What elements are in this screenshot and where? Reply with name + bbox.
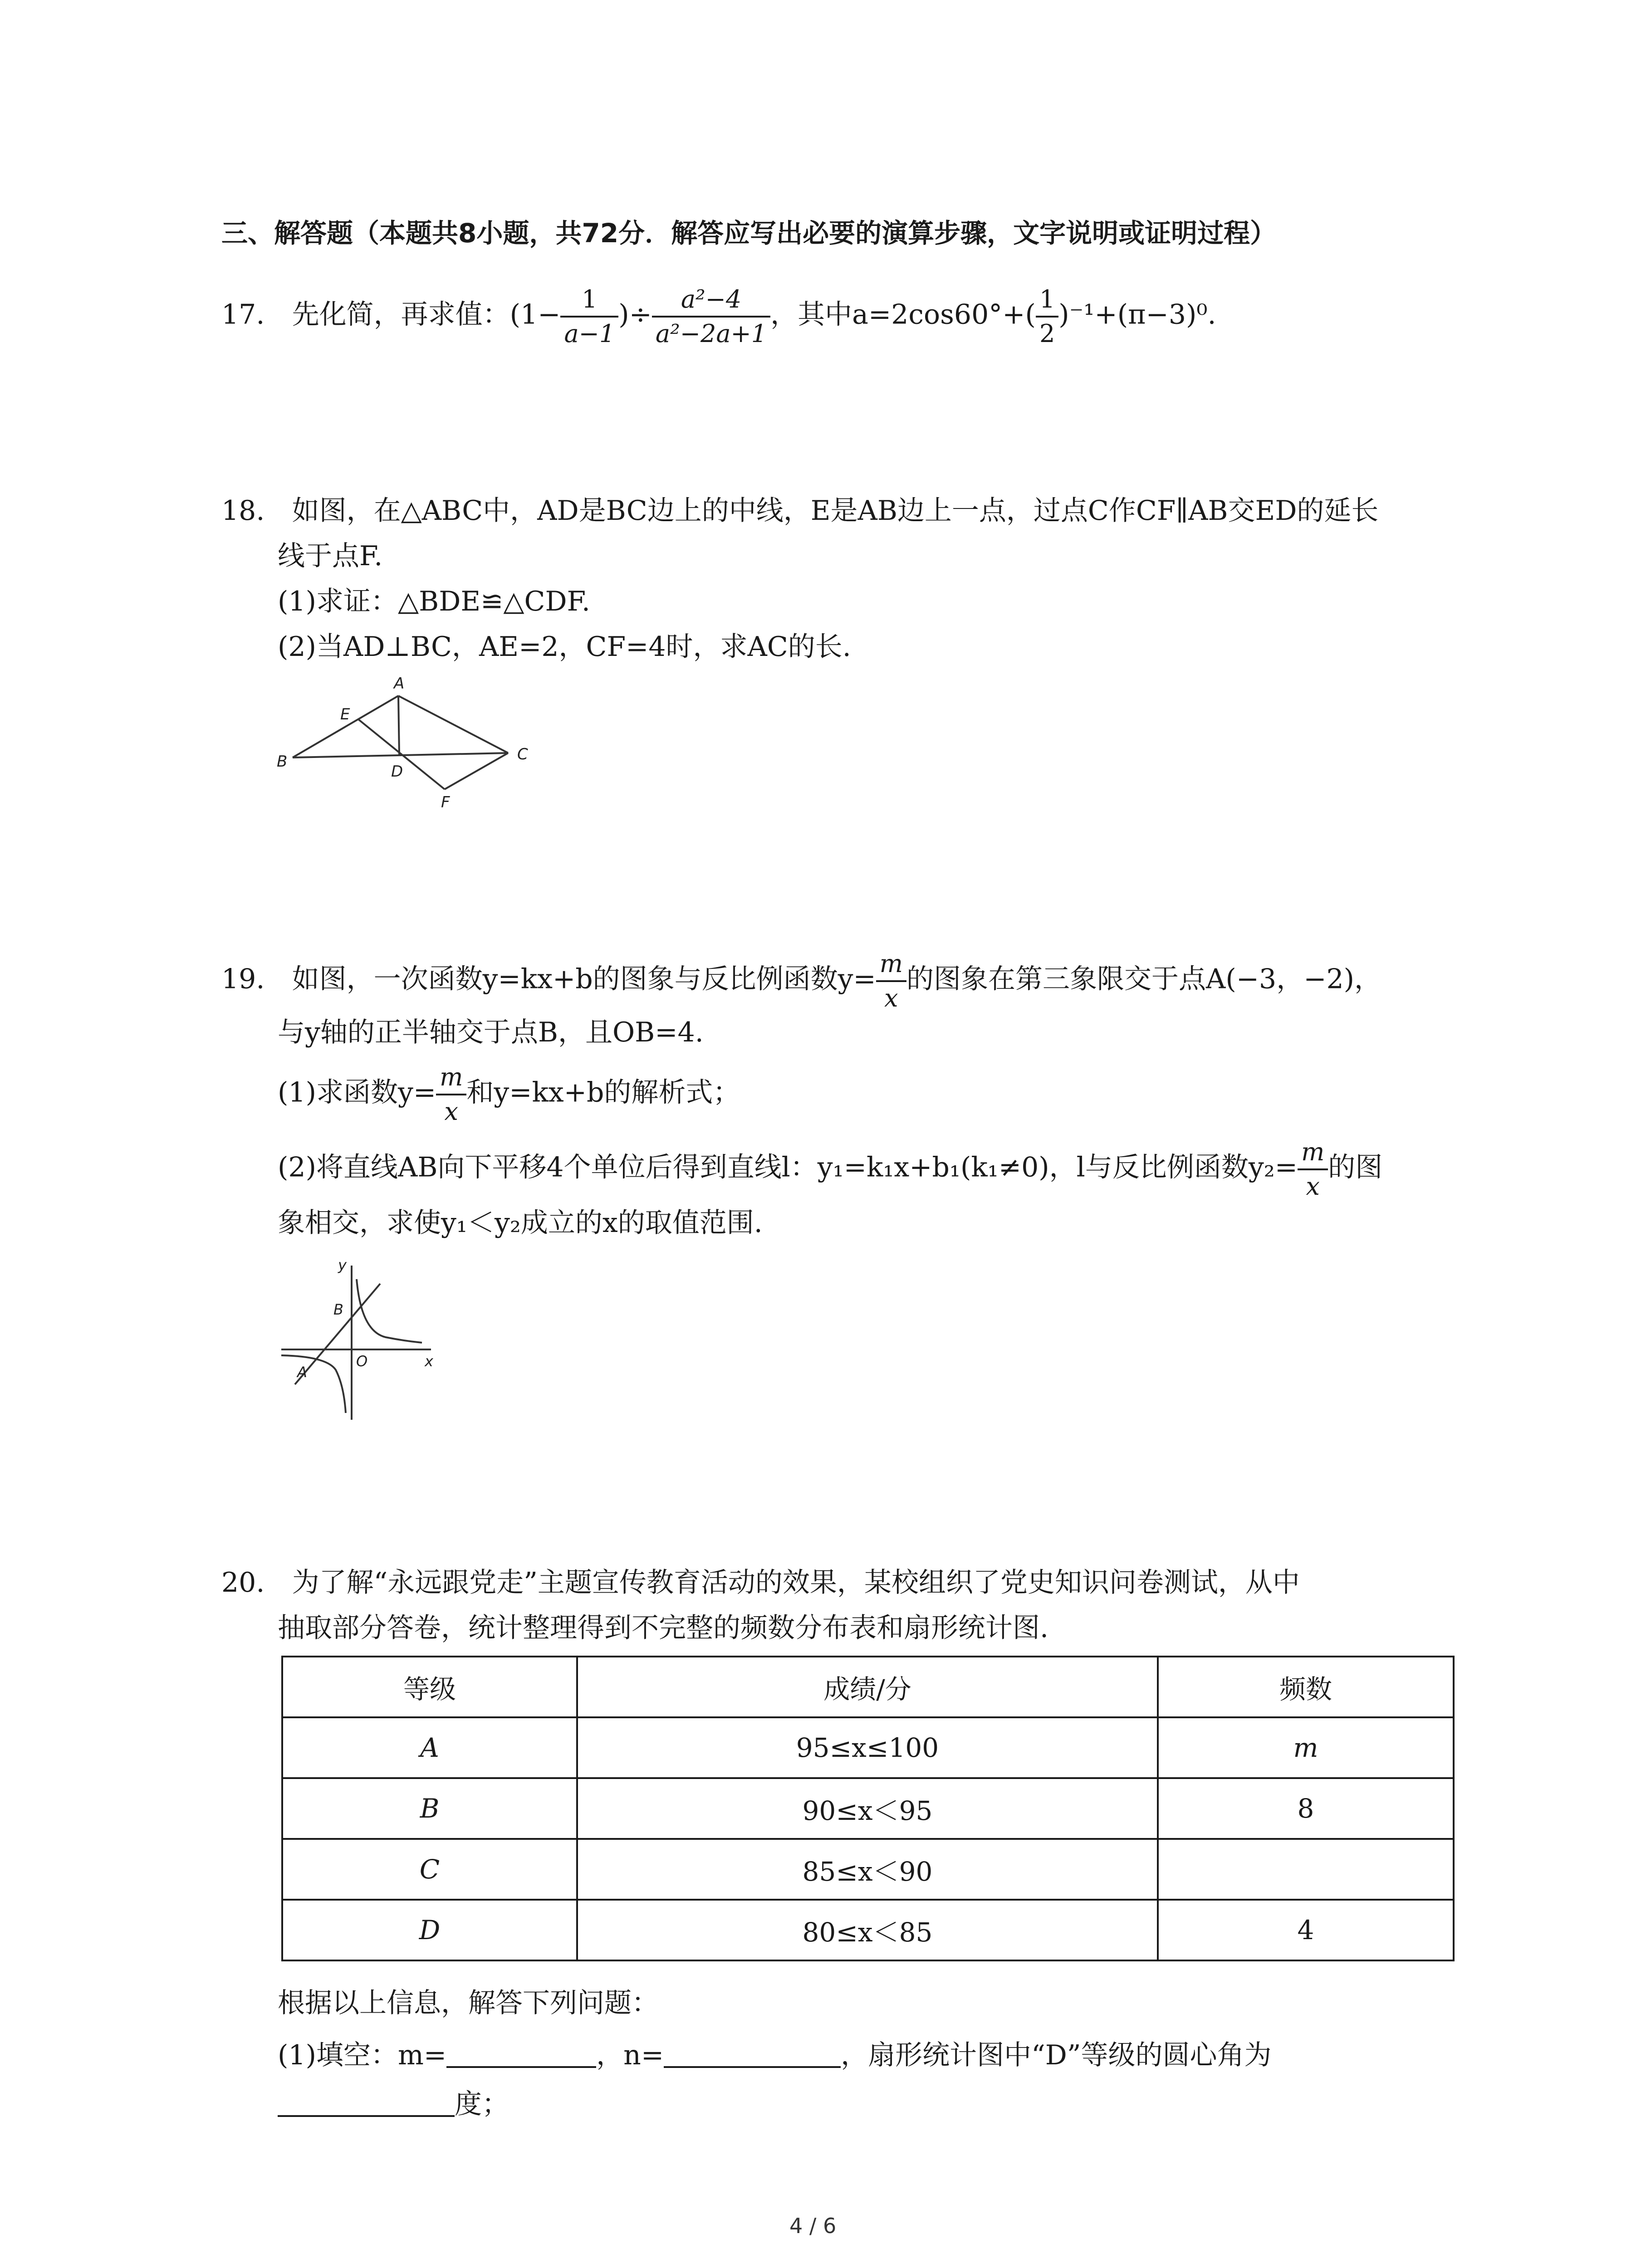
q19-part1-frac-denominator: x <box>444 1097 459 1126</box>
q18-label-e: E <box>340 705 350 723</box>
q19-label-a: A <box>297 1364 307 1381</box>
q20-number: 20. <box>221 1567 265 1598</box>
q17-frac1-numerator: 1 <box>560 286 618 318</box>
q17-frac3-denominator: 2 <box>1039 319 1055 348</box>
q19-part-1 <box>278 1064 740 1125</box>
table-row <box>282 1839 1454 1900</box>
q19-stem-line-1a: 如图，一次函数y=kx+b的图象与反比例函数y= <box>292 963 876 995</box>
q19-line-1 <box>221 950 1381 1012</box>
q17-frac2-denominator: a²−2a+1 <box>655 319 767 348</box>
q17-divide: )÷ <box>618 298 652 331</box>
q20-part-1-line-2 <box>278 2088 509 2121</box>
table-cell-grade: D <box>282 1900 577 1960</box>
q19-part2-a: (2)将直线AB向下平移4个单位后得到直线l：y₁=k₁x+b₁(k₁≠0)，l与反比例函数y₂= <box>278 1151 1298 1183</box>
q20-part1-c: ，扇形统计图中“D”等级的圆心角为 <box>841 2039 1272 2071</box>
q19-graph-figure <box>272 1256 454 1429</box>
table-header-cell: 成绩/分 <box>577 1657 1158 1717</box>
q19-part1-a: (1)求函数y= <box>278 1076 436 1109</box>
q19-stem-line-1b: 的图象在第三象限交于点A(−3，−2)， <box>906 963 1382 995</box>
q18-label-a: A <box>394 676 405 693</box>
q18-side-ac <box>398 696 508 753</box>
q19-number: 19. <box>221 963 265 995</box>
q18-line-1 <box>221 494 1378 527</box>
q20-part-1 <box>278 2039 1272 2072</box>
answer-blank-m[interactable] <box>446 2039 596 2068</box>
table-cell-frequency: 4 <box>1158 1900 1454 1960</box>
table-cell-score: 95≤x≤100 <box>577 1717 1158 1778</box>
q19-part2-frac-denominator: x <box>1306 1172 1320 1201</box>
q18-number: 18. <box>221 495 265 527</box>
q17-number: 17. <box>221 298 265 331</box>
q18-line-cf <box>445 753 508 789</box>
q18-label-c: C <box>517 745 528 763</box>
section-header: 三、解答题（本题共8小题，共72分．解答应写出必要的演算步骤，文字说明或证明过程） <box>221 218 1277 249</box>
q19-label-y: y <box>338 1256 347 1274</box>
table-row <box>282 1717 1454 1778</box>
table-cell-frequency <box>1158 1839 1454 1900</box>
answer-blank-angle[interactable] <box>278 2088 455 2117</box>
q19-stem-line-2: 与y轴的正半轴交于点B，且OB=4. <box>278 1017 704 1048</box>
q19-frac-numerator: m <box>876 950 906 982</box>
q19-part1-frac-numerator: m <box>436 1064 466 1095</box>
q20-part1-b: ，n= <box>596 2039 664 2071</box>
q17-prefix: 先化简，再求值：(1− <box>292 298 561 331</box>
table-cell-grade: B <box>282 1778 577 1839</box>
q19-part2-c: 象相交，求使y₁＜y₂成立的x的取值范围. <box>278 1207 763 1239</box>
page-number: 4 / 6 <box>789 2214 837 2238</box>
q19-part1-b: 和y=kx+b的解析式； <box>466 1076 740 1109</box>
q20-frequency-table <box>281 1656 1455 1961</box>
q18-part-1: (1)求证：△BDE≌△CDF. <box>278 586 590 617</box>
question-17 <box>221 286 1216 347</box>
q17-condition: ，其中a=2cos60°+( <box>770 298 1036 331</box>
q18-stem-line-1: 如图，在△ABC中，AD是BC边上的中线，E是AB边上一点，过点C作CF∥AB交ED的延长 <box>292 495 1379 527</box>
q18-label-b: B <box>277 753 288 771</box>
q20-stem-line-2: 抽取部分答卷，统计整理得到不完整的频数分布表和扇形统计图. <box>278 1612 1049 1644</box>
q20-after-table: 根据以上信息，解答下列问题： <box>278 1987 659 2019</box>
q19-frac-denominator: x <box>884 984 898 1012</box>
q18-triangle-figure <box>272 676 554 812</box>
table-cell-grade: A <box>282 1717 577 1778</box>
table-cell-frequency: m <box>1158 1717 1454 1778</box>
q19-hyperbola-branch-2 <box>281 1355 346 1413</box>
q19-fraction-stem <box>876 950 906 1012</box>
q19-fraction-part2 <box>1298 1139 1328 1200</box>
q19-fraction-part1 <box>436 1064 466 1125</box>
q18-median-ad <box>398 696 399 756</box>
q19-part2-b: 的图 <box>1328 1151 1383 1183</box>
q20-line-1 <box>221 1566 1300 1599</box>
q17-frac2-numerator: a²−4 <box>652 286 770 318</box>
table-header-row <box>282 1657 1454 1717</box>
q19-part2-frac-numerator: m <box>1298 1139 1328 1170</box>
q17-frac3-numerator: 1 <box>1036 286 1058 318</box>
q17-fraction-3 <box>1036 286 1058 347</box>
q18-label-f: F <box>441 793 450 811</box>
q17-fraction-2 <box>652 286 770 347</box>
table-cell-score: 90≤x＜95 <box>577 1778 1158 1839</box>
q18-stem-line-2: 线于点F. <box>278 540 383 572</box>
table-header-cell: 等级 <box>282 1657 577 1717</box>
q19-label-o: O <box>356 1353 368 1370</box>
table-cell-score: 80≤x＜85 <box>577 1900 1158 1960</box>
q19-label-x: x <box>425 1353 433 1370</box>
table-row <box>282 1900 1454 1960</box>
q19-part-2 <box>278 1139 1382 1200</box>
q17-suffix: )⁻¹+(π−3)⁰. <box>1058 298 1216 331</box>
q18-part-2: (2)当AD⊥BC，AE=2，CF=4时，求AC的长. <box>278 631 851 663</box>
table-cell-frequency: 8 <box>1158 1778 1454 1839</box>
q18-label-d: D <box>391 763 403 781</box>
table-cell-score: 85≤x＜90 <box>577 1839 1158 1900</box>
q20-part1-a: (1)填空：m= <box>278 2039 447 2071</box>
q19-hyperbola-branch-1 <box>357 1279 422 1343</box>
q17-fraction-1 <box>560 286 618 347</box>
q20-stem-line-1: 为了解“永远跟党走”主题宣传教育活动的效果，某校组织了党史知识问卷测试，从中 <box>292 1567 1300 1598</box>
table-header-cell: 频数 <box>1158 1657 1454 1717</box>
q17-frac1-denominator: a−1 <box>564 319 615 348</box>
table-cell-grade: C <box>282 1839 577 1900</box>
table-row <box>282 1778 1454 1839</box>
q20-part1-d: 度； <box>455 2088 509 2120</box>
answer-blank-n[interactable] <box>664 2039 841 2068</box>
q19-label-b: B <box>333 1301 343 1318</box>
